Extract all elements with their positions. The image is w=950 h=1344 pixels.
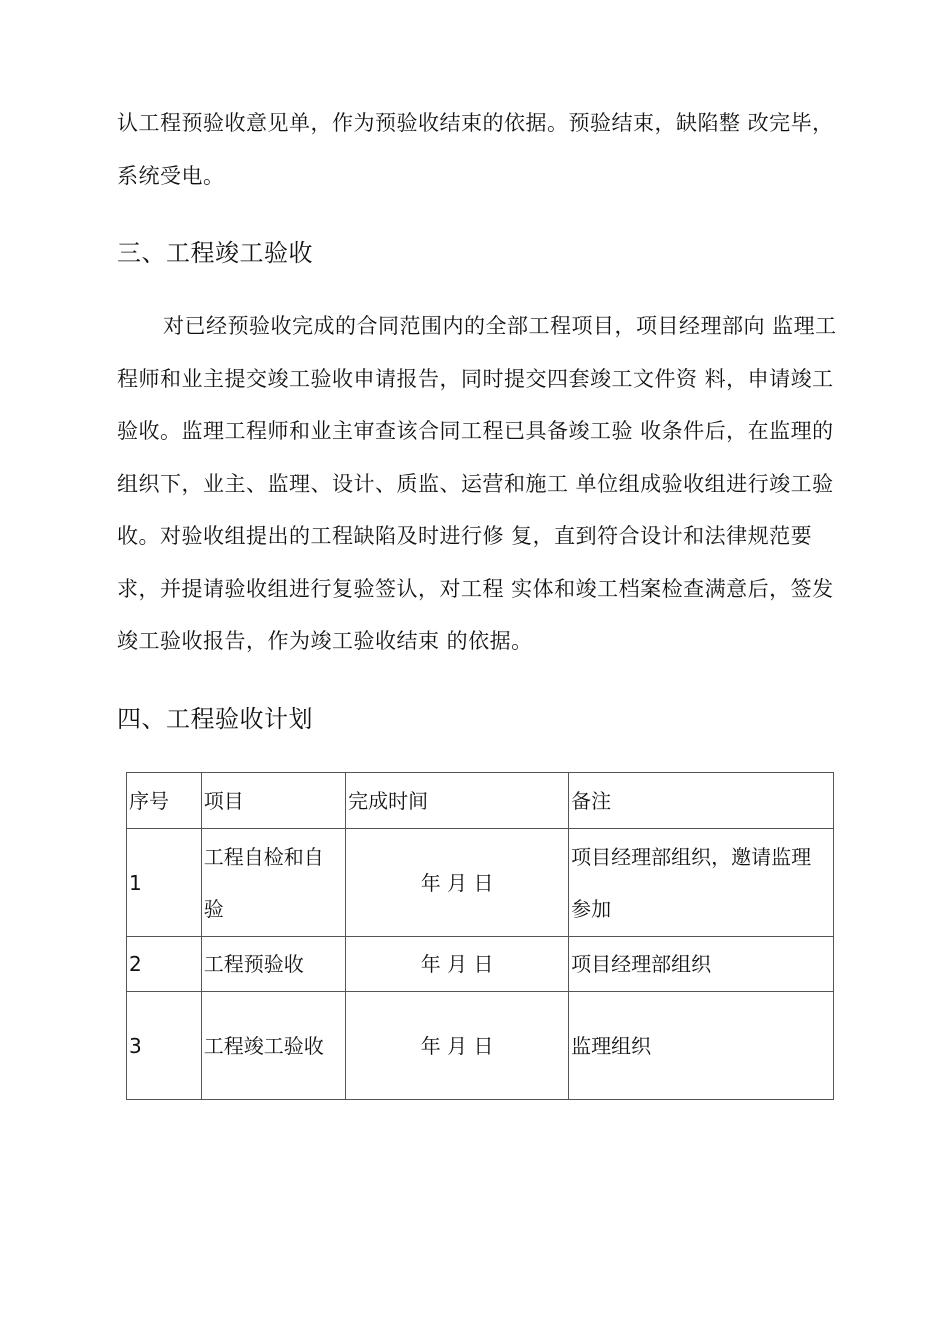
section-4-heading: 四、工程验收计划: [117, 705, 313, 733]
table-row: [127, 992, 834, 1100]
cell-note: 监理组织: [569, 992, 834, 1100]
cell-time: 年 月 日: [346, 829, 569, 937]
intro-paragraph: 认工程预验收意见单，作为预验收结束的依据。预验结束，缺陷整 改完毕，系统受电。: [117, 111, 834, 188]
cell-item: 工程自检和自验: [201, 829, 345, 937]
section-3-paragraph: 对已经预验收完成的合同范围内的全部工程项目，项目经理部向 监理工程师和业主提交竣工验收申请报告，同时提交四套竣工文件资 料，申请竣工验收。监理工程师和业主审查该合同工程已具备竣工验 收条件后，在监理的组织下，业主、监理、设计、质监、运营和施工 单位组成验收组进行竣工验收。对验收组提出的工程缺陷及时进行修 复，直到符合设计和法律规范要求，并提请验收组进行复验签认，对工程 实体和竣工档案检查满意后，签发竣工验收报告，作为竣工验收结束 的依据。: [117, 314, 837, 653]
cell-no: 1: [127, 829, 202, 937]
cell-note: 项目经理部组织: [569, 937, 834, 992]
acceptance-plan-table: [126, 772, 834, 1100]
cell-item: 工程竣工验收: [201, 992, 345, 1100]
table-header-row: [127, 773, 834, 829]
cell-item: 工程预验收: [201, 937, 345, 992]
header-time: 完成时间: [346, 773, 569, 829]
cell-time: 年 月 日: [346, 992, 569, 1100]
cell-no: 2: [127, 937, 202, 992]
table-row: [127, 829, 834, 937]
cell-note: 项目经理部组织，邀请监理参加: [569, 829, 834, 937]
cell-no: 3: [127, 992, 202, 1100]
table-row: [127, 937, 834, 992]
header-no: 序号: [127, 773, 202, 829]
header-item: 项目: [201, 773, 345, 829]
header-note: 备注: [569, 773, 834, 829]
section-3-heading: 三、工程竣工验收: [117, 239, 313, 267]
cell-time: 年 月 日: [346, 937, 569, 992]
